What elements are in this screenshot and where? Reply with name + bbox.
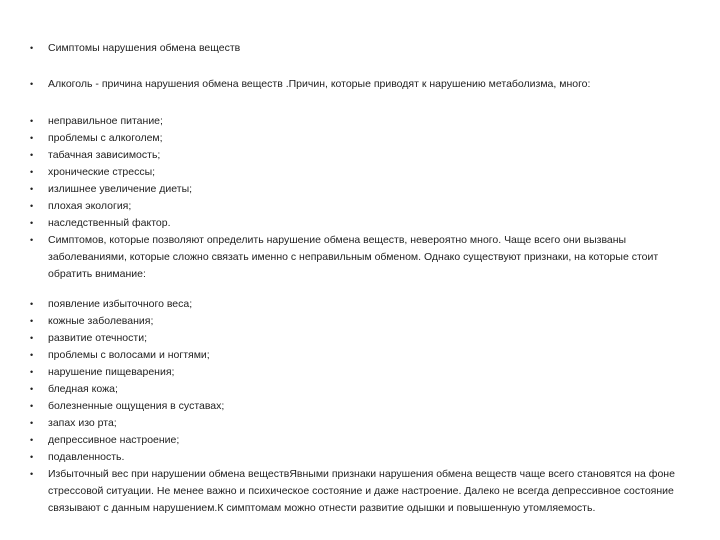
symptoms-list — [30, 296, 680, 517]
causes-list — [30, 113, 680, 283]
bullet-icon: • — [30, 235, 34, 245]
bullet-icon: • — [30, 469, 34, 479]
cause-text: наследственный фактор. — [48, 217, 171, 229]
list-item — [30, 296, 680, 313]
bullet-icon: • — [30, 167, 34, 177]
bullet-icon: • — [30, 116, 34, 126]
intro-block — [30, 76, 680, 93]
bullet-icon: • — [30, 316, 34, 326]
slide-title: Симптомы нарушения обмена веществ — [48, 42, 241, 54]
intro-item — [30, 76, 680, 93]
list-item — [30, 232, 680, 283]
cause-text: хронические стрессы; — [48, 166, 156, 178]
list-item — [30, 415, 680, 432]
symptom-text: бледная кожа; — [48, 383, 118, 395]
intro-text: Алкоголь - причина нарушения обмена веществ .Причин, которые приводят к нарушению метаболизма, много: — [48, 78, 591, 90]
bullet-icon: • — [30, 452, 34, 462]
bullet-icon: • — [30, 43, 34, 53]
cause-text: плохая экология; — [48, 200, 132, 212]
bullet-icon: • — [30, 299, 34, 309]
symptom-text: нарушение пищеварения; — [48, 366, 175, 378]
cause-text: неправильное питание; — [48, 115, 163, 127]
bullet-icon: • — [30, 201, 34, 211]
bullet-icon: • — [30, 384, 34, 394]
cause-text: проблемы с алкоголем; — [48, 132, 163, 144]
symptom-text: кожные заболевания; — [48, 315, 154, 327]
symptom-text: болезненные ощущения в суставах; — [48, 400, 225, 412]
list-item — [30, 181, 680, 198]
symptom-text: развитие отечности; — [48, 332, 147, 344]
bullet-icon: • — [30, 150, 34, 160]
bullet-icon: • — [30, 418, 34, 428]
bullet-icon: • — [30, 367, 34, 377]
title-block — [30, 40, 680, 57]
bullet-icon: • — [30, 350, 34, 360]
title-item — [30, 40, 680, 57]
bullet-icon: • — [30, 133, 34, 143]
list-item — [30, 215, 680, 232]
list-item — [30, 347, 680, 364]
bullet-icon: • — [30, 435, 34, 445]
list-item — [30, 164, 680, 181]
list-item — [30, 449, 680, 466]
list-item — [30, 466, 680, 517]
bullet-icon: • — [30, 184, 34, 194]
list-item — [30, 113, 680, 130]
symptom-text: подавленность. — [48, 451, 125, 463]
bullet-icon: • — [30, 79, 34, 89]
symptom-text: депрессивное настроение; — [48, 434, 180, 446]
symptom-text: проблемы с волосами и ногтями; — [48, 349, 210, 361]
cause-text: излишнее увеличение диеты; — [48, 183, 193, 195]
list-item — [30, 147, 680, 164]
list-item — [30, 381, 680, 398]
list-item — [30, 330, 680, 347]
list-item — [30, 398, 680, 415]
bullet-icon: • — [30, 333, 34, 343]
symptom-paragraph: Избыточный вес при нарушении обмена веществЯвными признаки нарушения обмена веществ чаще всего становятся на фоне стрессовой ситуации. Не менее важно и психическое состояние и даже настроение. Далеко не всегда депрессивное состояние связывают с данным нарушением.К симптомам можно отнести развитие одышки и повышенную утомляемость. — [48, 468, 675, 514]
cause-paragraph: Симптомов, которые позволяют определить нарушение обмена веществ, невероятно много. Чаще всего они вызваны заболеваниями, которые сложно связать именно с неправильным обменом. Однако существуют признаки, на которые стоит обратить внимание: — [48, 234, 659, 280]
bullet-icon: • — [30, 218, 34, 228]
list-item — [30, 432, 680, 449]
list-item — [30, 130, 680, 147]
list-item — [30, 198, 680, 215]
cause-text: табачная зависимость; — [48, 149, 161, 161]
list-item — [30, 364, 680, 381]
list-item — [30, 313, 680, 330]
symptom-text: запах изо рта; — [48, 417, 117, 429]
symptom-text: появление избыточного веса; — [48, 298, 193, 310]
bullet-icon: • — [30, 401, 34, 411]
